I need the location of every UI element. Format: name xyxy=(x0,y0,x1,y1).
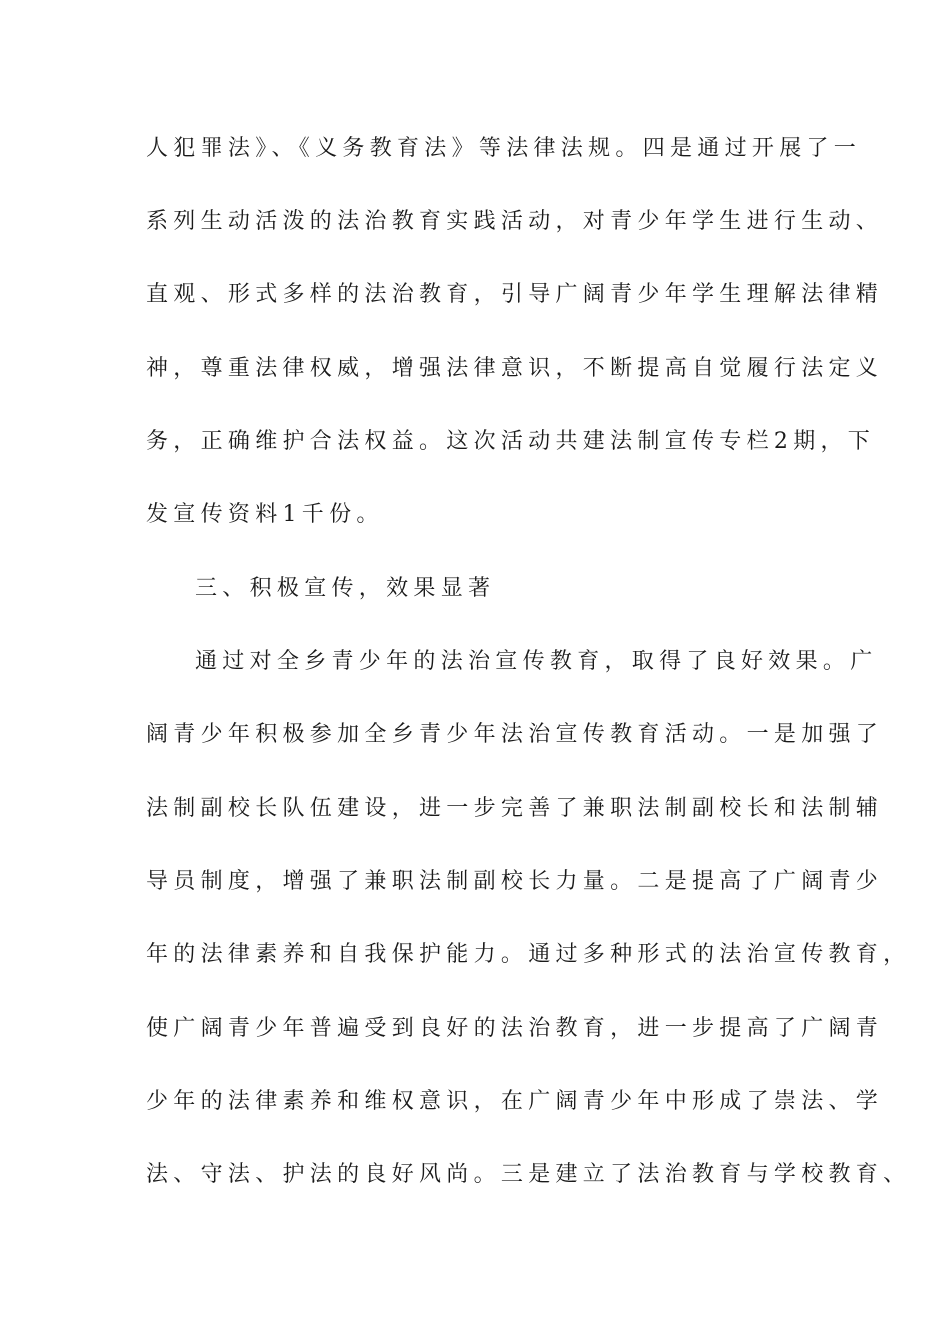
body-text-line: 神，尊重法律权威，增强法律意识，不断提高自觉履行法定义 xyxy=(146,356,884,381)
body-text-line: 阔青少年积极参加全乡青少年法治宣传教育活动。一是加强了 xyxy=(146,722,884,747)
body-text-line: 法、守法、护法的良好风尚。三是建立了法治教育与学校教育、 xyxy=(146,1162,911,1187)
body-text-line: 务，正确维护合法权益。这次活动共建法制宣传专栏2期，下 xyxy=(146,429,876,454)
body-text-line: 导员制度，增强了兼职法制副校长力量。二是提高了广阔青少 xyxy=(146,869,884,894)
body-text-line: 发宣传资料1千份。 xyxy=(146,502,384,527)
body-text-line: 直观、形式多样的法治教育，引导广阔青少年学生理解法律精 xyxy=(146,282,884,307)
section-heading: 三、积极宣传，效果显著 xyxy=(195,576,496,601)
paragraph-first-line: 通过对全乡青少年的法治宣传教育，取得了良好效果。广 xyxy=(195,649,878,674)
body-text-line: 系列生动活泼的法治教育实践活动，对青少年学生进行生动、 xyxy=(146,209,884,234)
body-text-line: 人犯罪法》、《义务教育法》等法律法规。四是通过开展了一 xyxy=(146,136,862,161)
body-text-line: 法制副校长队伍建设，进一步完善了兼职法制副校长和法制辅 xyxy=(146,796,884,821)
body-text-line: 使广阔青少年普遍受到良好的法治教育，进一步提高了广阔青 xyxy=(146,1016,884,1041)
body-text-line: 少年的法律素养和维权意识，在广阔青少年中形成了崇法、学 xyxy=(146,1089,884,1114)
body-text-line: 年的法律素养和自我保护能力。通过多种形式的法治宣传教育， xyxy=(146,942,911,967)
